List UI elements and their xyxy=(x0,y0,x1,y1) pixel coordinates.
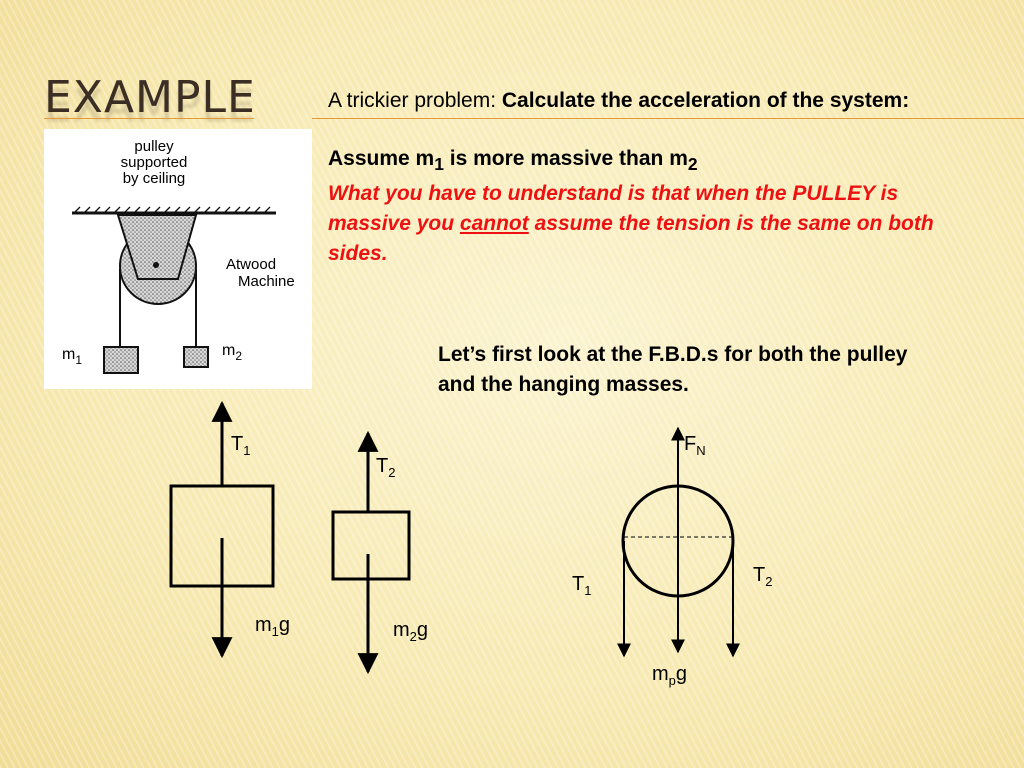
assume-text: Assume m xyxy=(328,147,435,170)
m1-label: $m_1$ xyxy=(62,346,83,367)
tension-1-pulley-label: $T_1$ xyxy=(572,573,592,598)
intro-bold: Calculate the acceleration of the system: xyxy=(501,89,910,112)
assume-mid: is more massive than m xyxy=(443,147,688,170)
machine-label-line-1: Atwood xyxy=(226,256,277,273)
assume-sub-2: 2 xyxy=(687,154,698,175)
note-part-1: What you have to understand is that when the PULLEY is massive you xyxy=(328,182,899,236)
pulley-label-line-1: pulley xyxy=(134,138,174,155)
pulley-weight-label: $m_pg$ xyxy=(652,663,688,688)
mass-2-box xyxy=(333,512,409,579)
machine-label-line-2: Machine xyxy=(238,273,295,290)
weight-1-label: $m_1g$ xyxy=(255,614,291,639)
tension-2-label: $T_2$ xyxy=(376,455,396,480)
m2-label: $m_2$ xyxy=(222,342,243,363)
note-part-2: assume the tension is the same on both sides. xyxy=(328,212,934,266)
note-underlined: cannot xyxy=(459,212,529,236)
normal-force-label: $F_N$ xyxy=(684,433,706,458)
fbd-pulley xyxy=(572,428,772,688)
pulley-label-line-3: by ceiling xyxy=(122,170,186,187)
intro-prefix: A trickier problem: xyxy=(328,89,502,112)
assume-sub-1: 1 xyxy=(434,154,444,175)
tension-1-label: $T_1$ xyxy=(231,433,251,458)
slide-title: EXAMPLE xyxy=(44,72,256,123)
tension-2-pulley-label: $T_2$ xyxy=(753,564,773,589)
weight-2-label: $m_2g$ xyxy=(393,619,429,644)
pulley-label-line-2: supported xyxy=(120,154,188,171)
fbd-mass-1 xyxy=(171,403,290,656)
fbd-intro-text: Let’s first look at the F.B.D.s for both the pulley and the hanging masses. xyxy=(438,343,908,396)
fbd-mass-2 xyxy=(333,433,428,672)
